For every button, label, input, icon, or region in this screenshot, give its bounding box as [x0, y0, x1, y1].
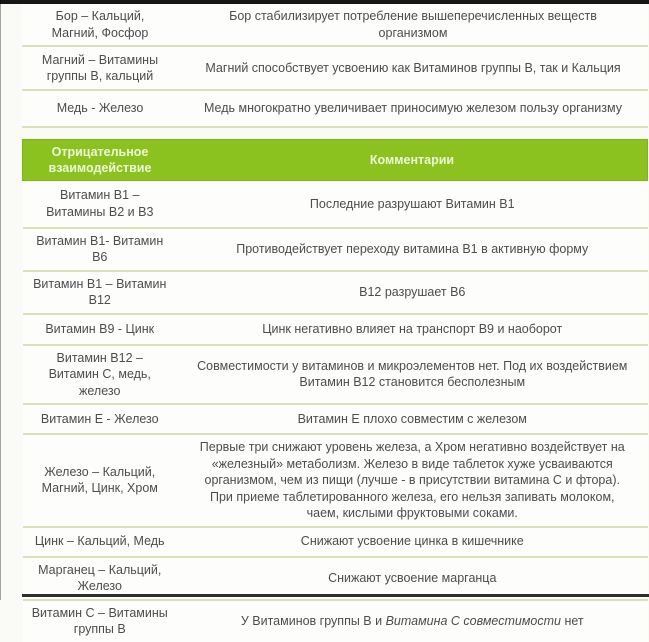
pair-cell: Витамин В12 – Витамин С, медь, железо	[23, 345, 178, 405]
pair-cell: Витамин Е - Железо	[23, 404, 178, 434]
table-row	[23, 345, 648, 405]
pair-cell: Витамин В1 – Витамины В2 и В3	[23, 181, 178, 228]
comment-cell: Бор стабилизирует потребление вышеперечисленных веществ организмом	[178, 4, 648, 46]
comment-cell: В12 разрушает В6	[177, 271, 648, 314]
pair-cell: Витамин С – Витамины группы В	[23, 600, 178, 642]
table-row	[22, 90, 648, 127]
table-row	[23, 600, 648, 642]
table-row	[23, 527, 648, 557]
table-row	[23, 434, 648, 527]
pair-cell: Железо – Кальций, Магний, Цинк, Хром	[23, 434, 178, 527]
header-row	[23, 140, 648, 181]
interaction-tables	[22, 4, 648, 642]
pair-cell: Медь - Железо	[22, 90, 178, 127]
pair-cell: Витамин В9 - Цинк	[23, 314, 178, 345]
table-row	[22, 4, 648, 46]
comment-cell: Противодействует переходу витамина В1 в активную форму	[177, 228, 648, 271]
pair-cell: Витамин В1 – Витамин В12	[23, 271, 178, 314]
comment-cell	[177, 600, 648, 642]
left-frame-line	[0, 0, 1, 600]
section-gap	[22, 128, 648, 139]
header-comment-label: Комментарии	[177, 140, 648, 181]
comment-cell: Витамин Е плохо совместим с железом	[177, 404, 648, 434]
positive-interactions-table	[22, 4, 648, 128]
pair-cell: Витамин В1- Витамин В6	[23, 228, 178, 271]
table-row	[23, 404, 648, 434]
pair-cell: Цинк – Кальций, Медь	[23, 527, 178, 557]
comment-cell: Последние разрушают Витамин В1	[177, 181, 648, 228]
comment-cell: Магний способствует усвоению как Витаминов группы В, так и Кальция	[178, 46, 648, 90]
pair-cell: Марганец – Кальций, Железо	[23, 557, 178, 600]
table-row	[23, 271, 648, 314]
comment-cell: Совместимости у витаминов и микроэлементов нет. Под их воздействием Витамин В12 становится бесполезным	[177, 345, 648, 405]
comment-cell: Снижают усвоение цинка в кишечнике	[177, 527, 648, 557]
comment-text: У Витаминов группы В и	[240, 613, 386, 628]
header-pair-label: Отрицательное взаимодействие	[23, 140, 178, 181]
negative-interactions-table	[22, 139, 648, 642]
comment-text: нет	[560, 613, 584, 628]
comment-cell: Снижают усвоение марганца	[177, 557, 648, 600]
table-row	[23, 314, 648, 345]
pair-cell: Бор – Кальций, Магний, Фосфор	[22, 4, 178, 46]
negative-table-header	[23, 140, 648, 181]
table-row	[23, 228, 648, 271]
comment-text-italic: Витамина С совместимости	[385, 613, 561, 628]
pair-cell: Магний – Витамины группы В, кальций	[22, 46, 178, 90]
comment-cell: Цинк негативно влияет на транспорт В9 и наоборот	[177, 314, 648, 345]
table-row	[22, 46, 648, 90]
comment-cell: Первые три снижают уровень железа, а Хром негативно воздействует на «железный» метаболизм. Железо в виде таблеток хуже усваиваются организмом, чем из пищи (лучше - в присутствии витамина С и фтора). При приеме таблетированного железа, его нельзя запивать молоком, чаем, кислыми фруктовыми соками.	[177, 434, 648, 527]
bottom-frame-line	[22, 594, 649, 597]
table-row	[23, 181, 648, 228]
comment-cell: Медь многократно увеличивает приносимую железом пользу организму	[178, 90, 648, 127]
